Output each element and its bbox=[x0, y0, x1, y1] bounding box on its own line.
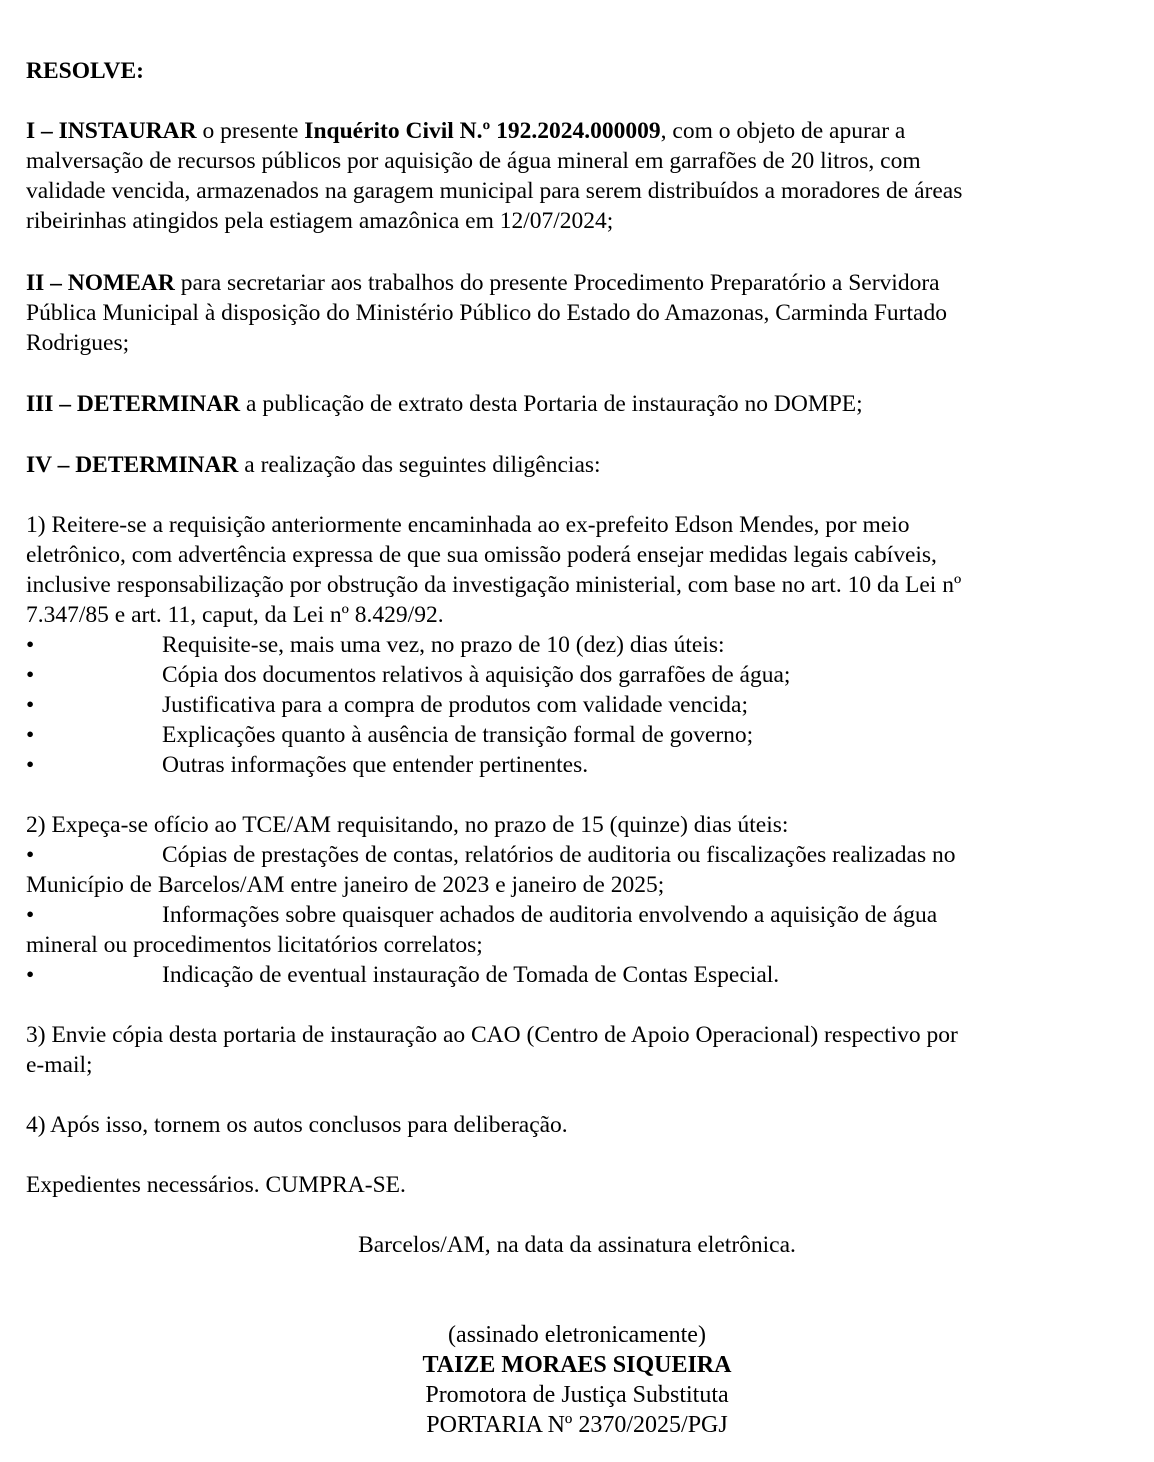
bullet-icon: • bbox=[26, 692, 35, 718]
signatory-role: Promotora de Justiça Substituta bbox=[425, 1382, 729, 1408]
section-iii-text: a publicação de extrato desta Portaria de instauração no DOMPE; bbox=[240, 391, 863, 417]
section-ii-label: II – NOMEAR bbox=[26, 270, 175, 296]
item-1-bullet: Requisite-se, mais uma vez, no prazo de 10 (dez) dias úteis: bbox=[162, 632, 725, 658]
place-date: Barcelos/AM, na data da assinatura eletrônica. bbox=[358, 1232, 796, 1258]
bullet-icon: • bbox=[26, 902, 35, 928]
section-i-line-2: malversação de recursos públicos por aquisição de água mineral em garrafões de 20 litros, com bbox=[26, 148, 921, 174]
heading-resolve: RESOLVE: bbox=[26, 58, 144, 84]
item-4-line: 4) Após isso, tornem os autos conclusos para deliberação. bbox=[26, 1112, 568, 1138]
bullet-icon: • bbox=[26, 632, 35, 658]
bullet-icon: • bbox=[26, 962, 35, 988]
item-1-bullet: Justificativa para a compra de produtos com validade vencida; bbox=[162, 692, 748, 718]
section-iv bbox=[26, 450, 601, 480]
section-iv-text: a realização das seguintes diligências: bbox=[238, 452, 601, 478]
inquerito-number: Inquérito Civil N.º 192.2024.000009 bbox=[304, 118, 661, 144]
bullet-icon: • bbox=[26, 752, 35, 778]
item-1-bullet: Explicações quanto à ausência de transição formal de governo; bbox=[162, 722, 754, 748]
item-2-bullet: Indicação de eventual instauração de Tomada de Contas Especial. bbox=[162, 962, 780, 988]
item-3-line-2: e-mail; bbox=[26, 1052, 93, 1078]
section-iii bbox=[26, 389, 863, 419]
section-iii-label: III – DETERMINAR bbox=[26, 391, 241, 417]
section-ii-text: para secretariar aos trabalhos do presente Procedimento Preparatório a Servidora bbox=[174, 270, 940, 296]
section-i-text: , com o objeto de apurar a bbox=[660, 118, 906, 144]
bullet-icon: • bbox=[26, 722, 35, 748]
section-i-label: I – INSTAURAR bbox=[26, 118, 197, 144]
signatory-name: TAIZE MORAES SIQUEIRA bbox=[422, 1352, 732, 1378]
section-ii-line-1 bbox=[26, 268, 940, 298]
item-2-bullet: Cópias de prestações de contas, relatórios de auditoria ou fiscalizações realizadas no bbox=[162, 842, 956, 868]
item-1-line-1: 1) Reitere-se a requisição anteriormente encaminhada ao ex-prefeito Edson Mendes, por meio bbox=[26, 512, 910, 538]
bullet-icon: • bbox=[26, 842, 35, 868]
signature-note: (assinado eletronicamente) bbox=[448, 1322, 706, 1348]
item-1-line-4: 7.347/85 e art. 11, caput, da Lei nº 8.429/92. bbox=[26, 602, 444, 628]
item-1-line-2: eletrônico, com advertência expressa de que sua omissão poderá ensejar medidas legais cabíveis, bbox=[26, 542, 937, 568]
bullet-icon: • bbox=[26, 662, 35, 688]
section-iv-label: IV – DETERMINAR bbox=[26, 452, 239, 478]
item-2-bullet-cont: Município de Barcelos/AM entre janeiro de 2023 e janeiro de 2025; bbox=[26, 872, 665, 898]
section-i-line-3: validade vencida, armazenados na garagem municipal para serem distribuídos a moradores de áreas bbox=[26, 178, 963, 204]
item-1-bullet: Outras informações que entender pertinentes. bbox=[162, 752, 589, 778]
section-i-text: o presente bbox=[196, 118, 305, 144]
item-3-line-1: 3) Envie cópia desta portaria de instauração ao CAO (Centro de Apoio Operacional) respectivo por bbox=[26, 1022, 958, 1048]
item-2-bullet-cont: mineral ou procedimentos licitatórios correlatos; bbox=[26, 932, 483, 958]
section-i-line-4: ribeirinhas atingidos pela estiagem amazônica em 12/07/2024; bbox=[26, 208, 614, 234]
section-i-line-1 bbox=[26, 116, 905, 146]
item-2-bullet: Informações sobre quaisquer achados de auditoria envolvendo a aquisição de água bbox=[162, 902, 938, 928]
section-ii-line-3: Rodrigues; bbox=[26, 330, 130, 356]
item-1-line-3: inclusive responsabilização por obstrução da investigação ministerial, com base no art. 10 da Lei nº bbox=[26, 572, 962, 598]
section-ii-line-2: Pública Municipal à disposição do Ministério Público do Estado do Amazonas, Carminda Furtado bbox=[26, 300, 947, 326]
item-1-bullet: Cópia dos documentos relativos à aquisição dos garrafões de água; bbox=[162, 662, 791, 688]
portaria-number: PORTARIA Nº 2370/2025/PGJ bbox=[426, 1412, 728, 1438]
item-2-line: 2) Expeça-se ofício ao TCE/AM requisitando, no prazo de 15 (quinze) dias úteis: bbox=[26, 812, 789, 838]
closing-line: Expedientes necessários. CUMPRA-SE. bbox=[26, 1172, 406, 1198]
